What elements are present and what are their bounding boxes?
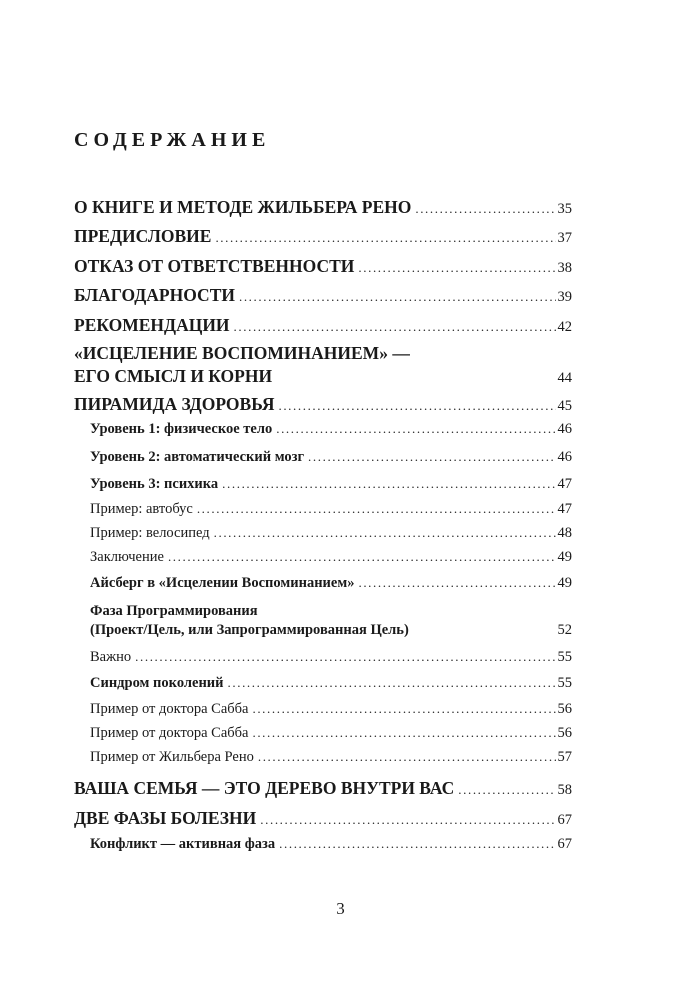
- dot-leader: [239, 289, 556, 305]
- toc-entry-title: О КНИГЕ И МЕТОДЕ ЖИЛЬБЕРА РЕНО: [74, 197, 412, 217]
- toc-subentry[interactable]: [74, 575, 572, 592]
- toc-entry-page: 44: [557, 370, 572, 386]
- toc-entry-page: 42: [557, 319, 572, 335]
- toc-entry-title: ПИРАМИДА ЗДОРОВЬЯ: [74, 394, 275, 414]
- dot-leader: [252, 701, 555, 717]
- toc-entry-page: 48: [557, 525, 572, 541]
- dot-leader: [258, 749, 556, 765]
- toc-entry-title: Уровень 1: физическое тело: [90, 421, 273, 437]
- toc-entry-title: Айсберг в «Исцелении Воспоминанием»: [90, 575, 355, 591]
- toc-entry-page: 39: [557, 289, 572, 305]
- toc-entry-title: Пример от доктора Сабба: [90, 701, 249, 717]
- toc-entry[interactable]: [74, 285, 572, 306]
- toc-subentry[interactable]: [74, 549, 572, 566]
- toc-entry[interactable]: [74, 315, 572, 336]
- toc-entry-title: Пример: автобус: [90, 501, 193, 517]
- toc-subentry[interactable]: [74, 449, 572, 466]
- toc-entry-title: Синдром поколений: [90, 675, 224, 691]
- toc-subentry[interactable]: [74, 421, 572, 438]
- dot-leader: [234, 319, 556, 335]
- toc-entry-title: ДВЕ ФАЗЫ БОЛЕЗНИ: [74, 808, 257, 828]
- toc-entry[interactable]: [74, 778, 572, 799]
- dot-leader: [458, 782, 555, 798]
- dot-leader: [276, 421, 555, 437]
- toc-entry-title: ВАША СЕМЬЯ — ЭТО ДЕРЕВО ВНУТРИ ВАС: [74, 778, 455, 798]
- dot-leader: [252, 725, 555, 741]
- dot-leader: [278, 398, 555, 414]
- toc-entry-page: 49: [557, 575, 572, 591]
- toc-entry-title: Уровень 3: психика: [90, 476, 219, 492]
- toc-subentry[interactable]: [74, 501, 572, 518]
- toc-entry-title: Уровень 2: автоматический мозг: [90, 449, 305, 465]
- toc-subentry[interactable]: [74, 603, 572, 639]
- toc-entry-page: 58: [557, 782, 572, 798]
- toc-entry[interactable]: [74, 343, 572, 387]
- toc-entry-title-line1: «ИСЦЕЛЕНИЕ ВОСПОМИНАНИЕМ» —: [74, 343, 410, 363]
- dot-leader: [308, 449, 555, 465]
- toc-entry-title: Пример от доктора Сабба: [90, 725, 249, 741]
- toc-entry-page: 38: [557, 260, 572, 276]
- toc-entry-page: 56: [557, 725, 572, 741]
- dot-leader: [358, 575, 555, 591]
- toc-entry-title: Заключение: [90, 549, 164, 565]
- toc-subentry[interactable]: [74, 725, 572, 742]
- toc-entry[interactable]: [74, 226, 572, 247]
- toc-subentry[interactable]: [74, 476, 572, 493]
- dot-leader: [168, 549, 556, 565]
- toc-entry-title-line2: (Проект/Цель, или Запрограммированная Цель): [90, 622, 409, 638]
- toc-entry-page: 35: [557, 201, 572, 217]
- dot-leader: [358, 260, 555, 276]
- toc-entry-title: Пример от Жильбера Рено: [90, 749, 254, 765]
- dot-leader: [415, 201, 555, 217]
- toc-subentry[interactable]: [74, 836, 572, 853]
- toc-heading: СОДЕРЖАНИЕ: [74, 129, 271, 151]
- toc-subentry[interactable]: [74, 525, 572, 542]
- dot-leader: [228, 675, 556, 691]
- dot-leader: [260, 812, 555, 828]
- toc-entry-title: БЛАГОДАРНОСТИ: [74, 285, 235, 305]
- toc-entry-title-line1: Фаза Программирования: [90, 603, 258, 619]
- toc-entry-page: 57: [557, 749, 572, 765]
- dot-leader: [279, 836, 555, 852]
- page-number: 3: [336, 899, 345, 918]
- toc-entry-title: Пример: велосипед: [90, 525, 210, 541]
- toc-entry-page: 37: [557, 230, 572, 246]
- toc-entry-page: 52: [557, 622, 572, 638]
- toc-entry-title: РЕКОМЕНДАЦИИ: [74, 315, 230, 335]
- toc-entry-page: 55: [557, 675, 572, 691]
- toc-subentry[interactable]: [74, 701, 572, 718]
- toc-entry-page: 55: [557, 649, 572, 665]
- toc-entry[interactable]: [74, 394, 572, 415]
- toc-entry-page: 49: [557, 549, 572, 565]
- toc-entry[interactable]: [74, 197, 572, 218]
- toc-entry-page: 45: [557, 398, 572, 414]
- toc-subentry[interactable]: [74, 649, 572, 666]
- toc-entry-page: 56: [557, 701, 572, 717]
- toc-entry-title-line2: ЕГО СМЫСЛ И КОРНИ: [74, 366, 273, 386]
- dot-leader: [214, 525, 556, 541]
- toc-entry-page: 46: [557, 421, 572, 437]
- toc-entry-page: 67: [557, 836, 572, 852]
- dot-leader: [222, 476, 555, 492]
- toc-entry-title: ОТКАЗ ОТ ОТВЕТСТВЕННОСТИ: [74, 256, 355, 276]
- toc-entry[interactable]: [74, 256, 572, 277]
- toc-entry-page: 47: [557, 501, 572, 517]
- toc-entry-page: 46: [557, 449, 572, 465]
- toc-entry-title: ПРЕДИСЛОВИЕ: [74, 226, 212, 246]
- toc-entry[interactable]: [74, 808, 572, 829]
- toc-subentry[interactable]: [74, 675, 572, 692]
- toc-entry-title: Важно: [90, 649, 132, 665]
- toc-entry-page: 67: [557, 812, 572, 828]
- toc-entry-page: 47: [557, 476, 572, 492]
- toc-entry-title: Конфликт — активная фаза: [90, 836, 276, 852]
- dot-leader: [135, 649, 555, 665]
- dot-leader: [215, 230, 555, 246]
- dot-leader: [197, 501, 556, 517]
- toc-subentry[interactable]: [74, 749, 572, 766]
